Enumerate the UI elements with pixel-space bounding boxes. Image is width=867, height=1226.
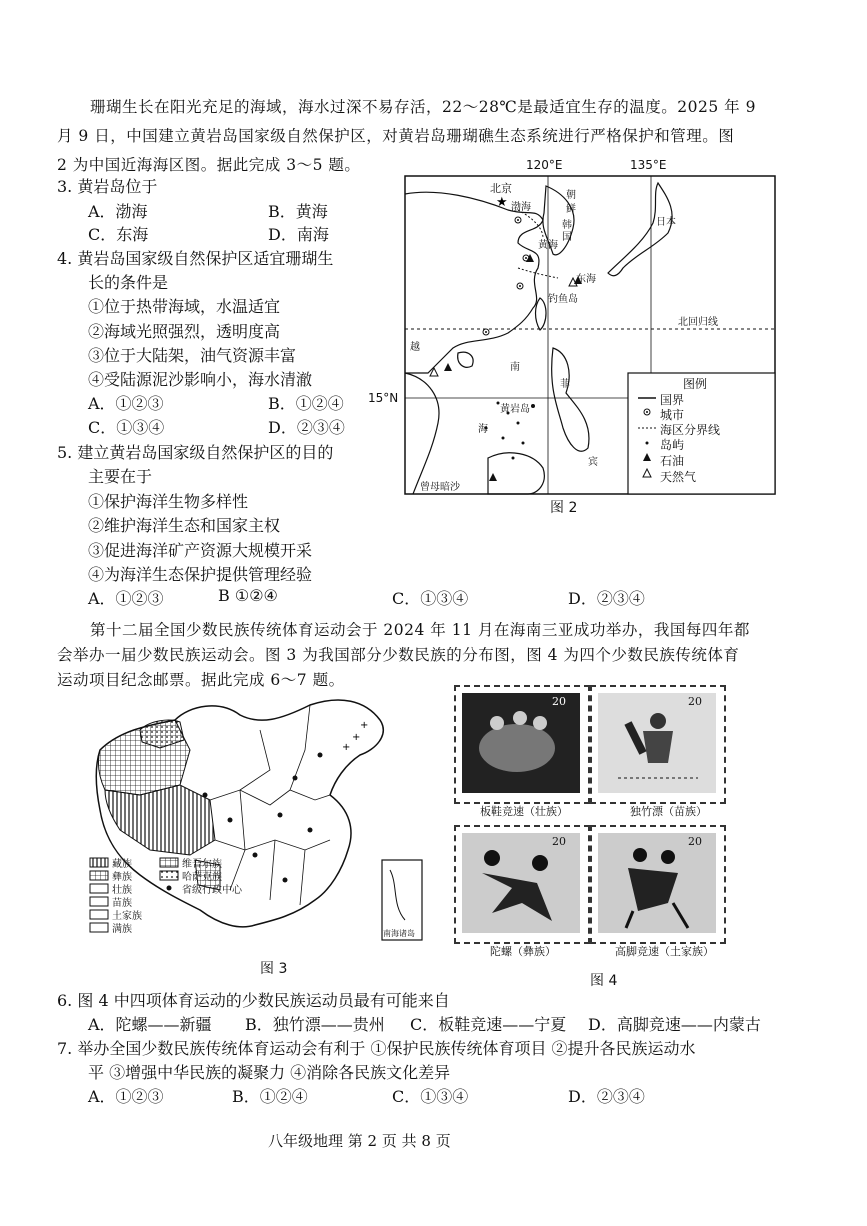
q7-option-b[interactable]: B．①②④ [232,1087,308,1106]
legend-man: 满族 [112,924,132,935]
intro1-line1: 珊瑚生长在阳光充足的海域，海水过深不易存活，22～28℃是最适宜生存的温度。2025 年 9 [90,98,756,116]
q5-option-a[interactable]: A．①②③ [88,589,164,608]
lon-120-label: 120°E [526,158,563,172]
q4-item-4: ④受陆源泥沙影响小，海水清澈 [88,370,313,389]
figure-2-caption: 图 2 [550,500,578,516]
philippines-label-fei: 菲 [560,379,570,390]
svg-text:+: + [342,742,351,753]
q5-item-4: ④为海洋生态保护提供管理经验 [88,565,313,584]
legend-yi: 彝族 [112,872,132,883]
korea-label-guo: 国 [562,232,572,243]
legend-capital: 省级行政中心 [182,885,242,896]
huanghai-label: 黄海 [538,240,558,251]
q4-option-b[interactable]: B．①②④ [268,394,344,413]
legend-gas: 天然气 [660,470,697,484]
donghai-label: 东海 [576,274,596,285]
q7-option-d[interactable]: D．②③④ [568,1087,645,1106]
q4-stem-line2: 长的条件是 [88,273,169,292]
sea-label-hai: 海 [478,424,488,435]
q6-option-b[interactable]: B．独竹漂——贵州 [245,1015,385,1034]
q4-stem-line1: 4. 黄岩岛国家级自然保护区适宜珊瑚生 [57,249,334,268]
q6-option-a[interactable]: A．陀螺——新疆 [88,1015,212,1034]
q7-option-c[interactable]: C．①③④ [392,1087,469,1106]
svg-text:+: + [352,732,361,743]
legend-tujia: 土家族 [112,911,142,922]
q3-option-c[interactable]: C．东海 [88,225,149,244]
intro2-line1: 第十二届全国少数民族传统体育运动会于 2024 年 11 月在海南三亚成功举办，我国每四年都 [90,621,750,639]
q7-stem-line2: 平 ③增强中华民族的凝聚力 ④消除各民族文化差异 [88,1063,451,1082]
q6-option-c[interactable]: C．板鞋竞速——宁夏 [410,1015,567,1034]
q7-stem-line1: 7. 举办全国少数民族传统体育运动会有利于 ①保护民族传统体育项目 ②提升各民族运动水 [57,1039,696,1058]
q6-option-d[interactable]: D．高脚竞速——内蒙古 [588,1015,761,1034]
q5-stem-line1: 5. 建立黄岩岛国家级自然保护区的目的 [57,443,334,462]
legend-sea-boundary: 海区分界线 [660,423,721,437]
q3-option-b[interactable]: B．黄海 [268,202,328,221]
stamp-banxie [454,685,590,804]
philippines-label-bin: 宾 [588,457,598,468]
star-icon: ★ [496,195,508,210]
tropic-label: 北回归线 [678,317,718,328]
stamp-3-caption: 陀螺（彝族） [490,945,556,958]
q4-option-a[interactable]: A．①②③ [88,394,164,413]
stamp-4-caption: 高脚竞速（土家族） [615,945,714,958]
q3-stem: 3. 黄岩岛位于 [57,177,158,196]
korea-label-han: 韩 [562,220,572,231]
stamp-tuoluo [454,825,590,944]
legend-zang: 藏族 [112,859,132,870]
legend-title: 图例 [683,377,708,391]
stamp-2-caption: 独竹漂（苗族） [630,805,707,818]
figure-4-caption: 图 4 [590,973,618,989]
legend-oil: 石油 [660,454,685,468]
stamp-duzhupiao [590,685,726,804]
stamp-1-price: 20 [552,695,566,708]
lat-15-label: 15°N [368,391,399,405]
q5-item-2: ②维护海洋生态和国家主权 [88,516,281,535]
japan-label: 日本 [656,217,676,228]
stamp-gaojiao [590,825,726,944]
stamp-2-price: 20 [688,695,702,708]
legend-island: 岛屿 [660,438,685,452]
korea-label-chao: 朝 [566,190,576,201]
legend-zhuang: 壮族 [112,885,132,896]
q5-option-c[interactable]: C．①③④ [392,589,469,608]
figure-3-map [80,690,440,980]
q4-option-d[interactable]: D．②③④ [268,418,345,437]
intro2-line3: 运动项目纪念邮票。据此完成 6～7 题。 [57,671,345,689]
legend-uyghur: 维吾尔族 [182,859,222,870]
south-label-nan: 南 [510,362,520,373]
zengmu-label: 曾母暗沙 [420,482,460,493]
q4-option-c[interactable]: C．①③④ [88,418,165,437]
bohai-label: 渤海 [511,202,531,213]
q5-item-3: ③促进海洋矿产资源大规模开采 [88,541,313,560]
q5-stem-line2: 主要在于 [88,467,153,486]
figure-2-map [368,158,808,518]
legend-miao: 苗族 [112,898,132,909]
legend-border: 国界 [660,393,685,407]
huangyan-label: 黄岩岛 [500,404,530,415]
inset-label: 南海诸岛 [383,929,415,938]
legend-city: 城市 [660,408,685,422]
stamp-4-price: 20 [688,835,702,848]
q3-option-d[interactable]: D．南海 [268,225,329,244]
stamp-1-caption: 板鞋竞速（壮族） [480,805,568,818]
stamp-3-price: 20 [552,835,566,848]
intro1-line3: 2 为中国近海海区图。据此完成 3～5 题。 [57,156,361,174]
q4-item-3: ③位于大陆架，油气资源丰富 [88,346,297,365]
q3-option-a[interactable]: A．渤海 [88,202,148,221]
q5-option-d[interactable]: D．②③④ [568,589,645,608]
q4-item-1: ①位于热带海域，水温适宜 [88,297,281,316]
figure-4-stamps [450,685,740,990]
legend-kazakh: 哈萨克族 [182,872,222,883]
q5-item-1: ①保护海洋生物多样性 [88,492,249,511]
svg-text:+: + [360,720,369,731]
q5-option-b[interactable]: B ①②④ [218,586,278,605]
intro2-line2: 会举办一届少数民族运动会。图 3 为我国部分少数民族的分布图，图 4 为四个少数民族传统体育 [57,646,740,664]
page-footer: 八年级地理 第 2 页 共 8 页 [268,1132,451,1150]
q7-option-a[interactable]: A．①②③ [88,1087,164,1106]
beijing-label: 北京 [490,182,512,195]
q4-item-2: ②海域光照强烈，透明度高 [88,322,281,341]
figure-3-caption: 图 3 [260,961,288,977]
intro1-line2: 月 9 日，中国建立黄岩岛国家级自然保护区，对黄岩岛珊瑚礁生态系统进行严格保护和管理。图 [57,127,735,145]
lon-135-label: 135°E [630,158,667,172]
q6-stem: 6. 图 4 中四项体育运动的少数民族运动员最有可能来自 [57,991,450,1010]
diaoyu-label: 钓鱼岛 [548,294,578,305]
vietnam-label-yue: 越 [410,342,420,353]
korea-label-xian: 鲜 [566,204,576,215]
